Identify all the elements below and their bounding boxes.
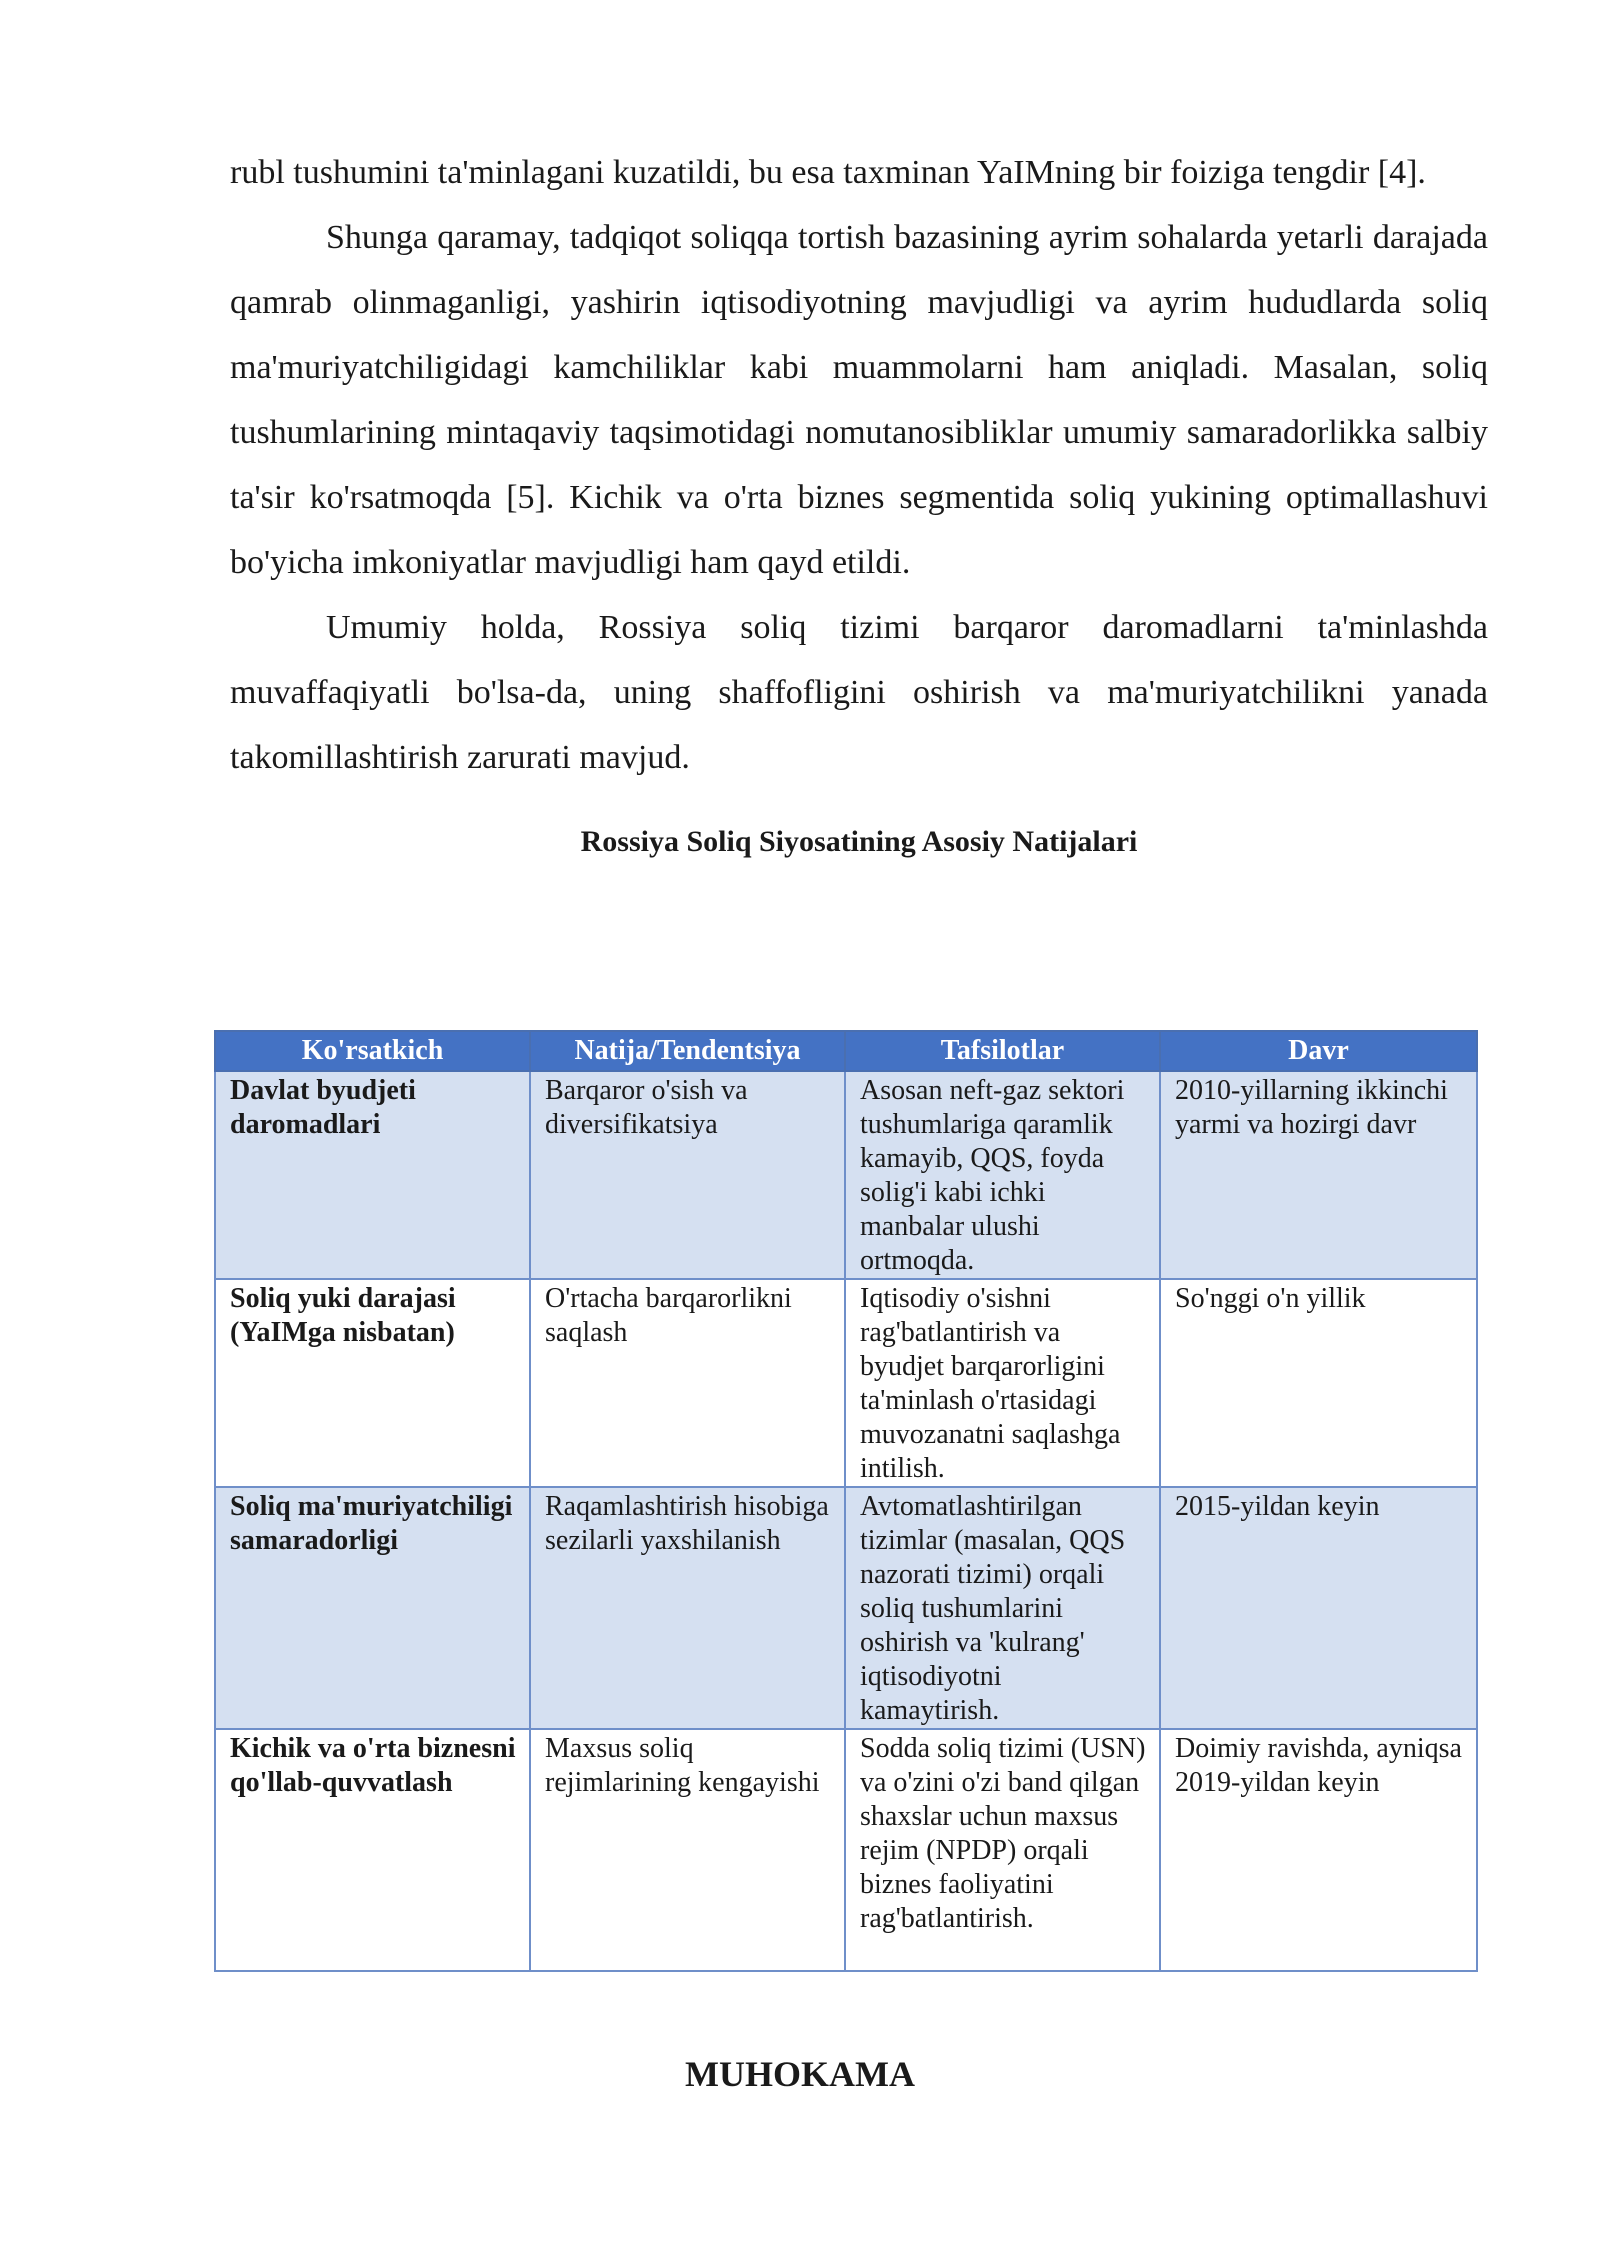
cell-details: Asosan neft-gaz sektori tushumlariga qaramlik kamayib, QQS, foyda solig'i kabi ichki manbalar ulushi ortmoqda. bbox=[845, 1071, 1160, 1279]
cell-result: Barqaror o'sish va diversifikatsiya bbox=[530, 1071, 845, 1279]
section-heading: MUHOKAMA bbox=[685, 2054, 915, 2094]
document-body bbox=[230, 140, 1488, 862]
cell-indicator: Soliq yuki darajasi (YaIMga nisbatan) bbox=[215, 1279, 530, 1487]
cell-period: 2010-yillarning ikkinchi yarmi va hozirgi davr bbox=[1160, 1071, 1477, 1279]
cell-period: 2015-yildan keyin bbox=[1160, 1487, 1477, 1729]
table-caption: Rossiya Soliq Siyosatining Asosiy Natijalari bbox=[580, 825, 1138, 858]
cell-details: Avtomatlashtirilgan tizimlar (masalan, QQS nazorati tizimi) orqali soliq tushumlarini oshirish va 'kulrang' iqtisodiyotni kamaytirish. bbox=[845, 1487, 1160, 1729]
paragraph-3: Umumiy holda, Rossiya soliq tizimi barqaror daromadlarni ta'minlashda muvaffaqiyatli bo'lsa-da, uning shaffofligini oshirish va ma'muriyatchilikni yanada takomillashtirish zarurati mavjud. bbox=[230, 609, 1488, 776]
paragraph-1: rubl tushumini ta'minlagani kuzatildi, bu esa taxminan YaIMning bir foiziga tengdir [4]. bbox=[230, 154, 1426, 191]
cell-indicator: Kichik va o'rta biznesni qo'llab-quvvatlash bbox=[215, 1729, 530, 1971]
header-indicator: Ko'rsatkich bbox=[215, 1031, 530, 1071]
cell-result: Maxsus soliq rejimlarining kengayishi bbox=[530, 1729, 845, 1971]
table-header-row bbox=[215, 1031, 1477, 1071]
header-result: Natija/Tendentsiya bbox=[530, 1031, 845, 1071]
cell-period: Doimiy ravishda, ayniqsa 2019-yildan keyin bbox=[1160, 1729, 1477, 1971]
header-period: Davr bbox=[1160, 1031, 1477, 1071]
cell-result: Raqamlashtirish hisobiga sezilarli yaxshilanish bbox=[530, 1487, 845, 1729]
table-row bbox=[215, 1487, 1477, 1729]
cell-details: Sodda soliq tizimi (USN) va o'zini o'zi band qilgan shaxslar uchun maxsus rejim (NPDP) orqali biznes faoliyatini rag'batlantirish. bbox=[845, 1729, 1160, 1971]
table-row bbox=[215, 1279, 1477, 1487]
paragraph-2: Shunga qaramay, tadqiqot soliqqa tortish bazasining ayrim sohalarda yetarli darajada qamrab olinmaganligi, yashirin iqtisodiyotning mavjudligi va ayrim hududlarda soliq ma'muriyatchiligidagi kamchiliklar kabi muammolarni ham aniqladi. Masalan, soliq tushumlarining mintaqaviy taqsimotidagi nomutanosibliklar umumiy samaradorlikka salbiy ta'sir ko'rsatmoqda [5]. Kichik va o'rta biznes segmentida soliq yukining optimallashuvi bo'yicha imkoniyatlar mavjudligi ham qayd etildi. bbox=[230, 219, 1488, 581]
cell-result: O'rtacha barqarorlikni saqlash bbox=[530, 1279, 845, 1487]
header-details: Tafsilotlar bbox=[845, 1031, 1160, 1071]
results-table bbox=[214, 1030, 1478, 1972]
table-row bbox=[215, 1071, 1477, 1279]
table-row bbox=[215, 1729, 1477, 1971]
cell-period: So'nggi o'n yillik bbox=[1160, 1279, 1477, 1487]
cell-indicator: Soliq ma'muriyatchiligi samaradorligi bbox=[215, 1487, 530, 1729]
cell-indicator: Davlat byudjeti daromadlari bbox=[215, 1071, 530, 1279]
cell-details: Iqtisodiy o'sishni rag'batlantirish va byudjet barqarorligini ta'minlash o'rtasidagi muvozanatni saqlashga intilish. bbox=[845, 1279, 1160, 1487]
